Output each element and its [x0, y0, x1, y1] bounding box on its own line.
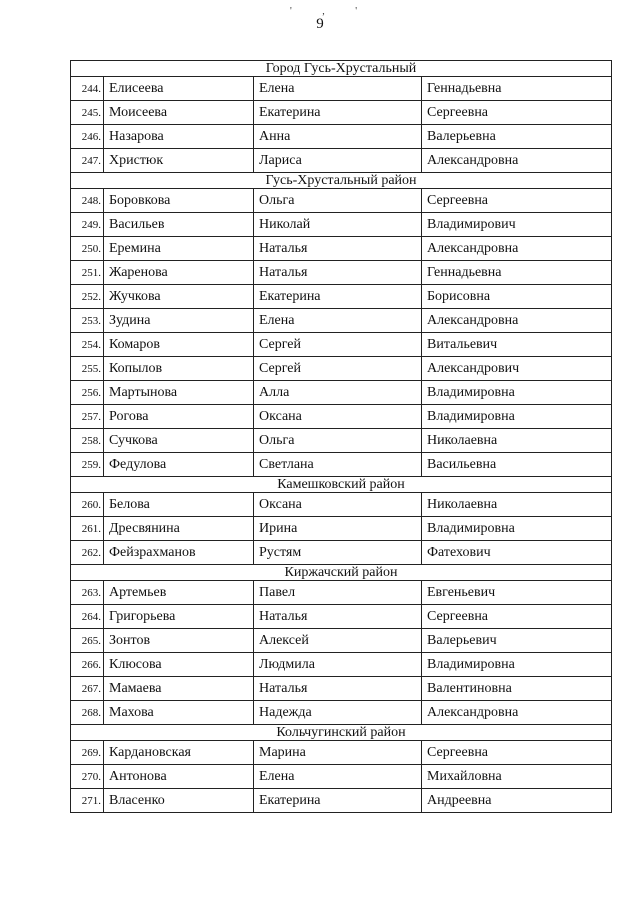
patronymic-cell: Витальевич	[422, 333, 612, 357]
table-row	[71, 381, 612, 405]
roster-table	[70, 60, 612, 813]
patronymic-cell: Михайловна	[422, 765, 612, 789]
section-header-row	[71, 173, 612, 189]
patronymic-cell: Владимировна	[422, 517, 612, 541]
row-number: 251.	[71, 261, 104, 285]
row-number: 269.	[71, 741, 104, 765]
surname-cell: Фейзрахманов	[104, 541, 254, 565]
row-number: 252.	[71, 285, 104, 309]
table-row	[71, 517, 612, 541]
table-row	[71, 101, 612, 125]
surname-cell: Комаров	[104, 333, 254, 357]
patronymic-cell: Сергеевна	[422, 741, 612, 765]
table-row	[71, 701, 612, 725]
surname-cell: Рогова	[104, 405, 254, 429]
first-name-cell: Екатерина	[254, 101, 422, 125]
table-row	[71, 285, 612, 309]
table-row	[71, 429, 612, 453]
table-row	[71, 677, 612, 701]
first-name-cell: Наталья	[254, 237, 422, 261]
row-number: 257.	[71, 405, 104, 429]
section-header-row	[71, 725, 612, 741]
table-row	[71, 493, 612, 517]
first-name-cell: Марина	[254, 741, 422, 765]
row-number: 244.	[71, 77, 104, 101]
surname-cell: Жучкова	[104, 285, 254, 309]
first-name-cell: Елена	[254, 309, 422, 333]
first-name-cell: Ирина	[254, 517, 422, 541]
surname-cell: Артемьев	[104, 581, 254, 605]
patronymic-cell: Владимирович	[422, 213, 612, 237]
section-title: Камешковский район	[71, 477, 612, 493]
patronymic-cell: Геннадьевна	[422, 261, 612, 285]
first-name-cell: Ольга	[254, 429, 422, 453]
table-row	[71, 357, 612, 381]
patronymic-cell: Евгеньевич	[422, 581, 612, 605]
first-name-cell: Наталья	[254, 261, 422, 285]
row-number: 256.	[71, 381, 104, 405]
surname-cell: Васильев	[104, 213, 254, 237]
section-header-row	[71, 61, 612, 77]
first-name-cell: Оксана	[254, 493, 422, 517]
surname-cell: Антонова	[104, 765, 254, 789]
patronymic-cell: Николаевна	[422, 429, 612, 453]
table-row	[71, 581, 612, 605]
surname-cell: Христюк	[104, 149, 254, 173]
patronymic-cell: Александровна	[422, 309, 612, 333]
first-name-cell: Николай	[254, 213, 422, 237]
section-header-row	[71, 477, 612, 493]
patronymic-cell: Геннадьевна	[422, 77, 612, 101]
patronymic-cell: Сергеевна	[422, 605, 612, 629]
section-title: Киржачский район	[71, 565, 612, 581]
surname-cell: Белова	[104, 493, 254, 517]
surname-cell: Федулова	[104, 453, 254, 477]
page-number: 9	[316, 16, 324, 32]
first-name-cell: Лариса	[254, 149, 422, 173]
table-row	[71, 237, 612, 261]
patronymic-cell: Сергеевна	[422, 101, 612, 125]
table-row	[71, 765, 612, 789]
table-row	[71, 189, 612, 213]
row-number: 249.	[71, 213, 104, 237]
surname-cell: Еремина	[104, 237, 254, 261]
table-row	[71, 77, 612, 101]
first-name-cell: Сергей	[254, 333, 422, 357]
row-number: 254.	[71, 333, 104, 357]
surname-cell: Моисеева	[104, 101, 254, 125]
patronymic-cell: Александрович	[422, 357, 612, 381]
surname-cell: Сучкова	[104, 429, 254, 453]
roster-body	[71, 61, 612, 813]
surname-cell: Зонтов	[104, 629, 254, 653]
section-title: Кольчугинский район	[71, 725, 612, 741]
patronymic-cell: Сергеевна	[422, 189, 612, 213]
patronymic-cell: Александровна	[422, 701, 612, 725]
patronymic-cell: Владимировна	[422, 653, 612, 677]
row-number: 266.	[71, 653, 104, 677]
patronymic-cell: Андреевна	[422, 789, 612, 813]
patronymic-cell: Владимировна	[422, 381, 612, 405]
patronymic-cell: Николаевна	[422, 493, 612, 517]
surname-cell: Копылов	[104, 357, 254, 381]
first-name-cell: Рустям	[254, 541, 422, 565]
table-row	[71, 261, 612, 285]
table-row	[71, 789, 612, 813]
first-name-cell: Наталья	[254, 605, 422, 629]
section-header-row	[71, 565, 612, 581]
first-name-cell: Алексей	[254, 629, 422, 653]
first-name-cell: Надежда	[254, 701, 422, 725]
table-row	[71, 405, 612, 429]
table-row	[71, 453, 612, 477]
table-row	[71, 653, 612, 677]
row-number: 260.	[71, 493, 104, 517]
row-number: 270.	[71, 765, 104, 789]
first-name-cell: Сергей	[254, 357, 422, 381]
row-number: 248.	[71, 189, 104, 213]
patronymic-cell: Александровна	[422, 149, 612, 173]
surname-cell: Мамаева	[104, 677, 254, 701]
row-number: 250.	[71, 237, 104, 261]
patronymic-cell: Валентиновна	[422, 677, 612, 701]
row-number: 259.	[71, 453, 104, 477]
patronymic-cell: Фатехович	[422, 541, 612, 565]
first-name-cell: Анна	[254, 125, 422, 149]
first-name-cell: Ольга	[254, 189, 422, 213]
table-row	[71, 541, 612, 565]
first-name-cell: Екатерина	[254, 285, 422, 309]
surname-cell: Назарова	[104, 125, 254, 149]
row-number: 268.	[71, 701, 104, 725]
surname-cell: Елисеева	[104, 77, 254, 101]
row-number: 271.	[71, 789, 104, 813]
surname-cell: Власенко	[104, 789, 254, 813]
table-row	[71, 309, 612, 333]
table-row	[71, 333, 612, 357]
table-row	[71, 605, 612, 629]
first-name-cell: Людмила	[254, 653, 422, 677]
row-number: 255.	[71, 357, 104, 381]
surname-cell: Мартынова	[104, 381, 254, 405]
patronymic-cell: Васильевна	[422, 453, 612, 477]
surname-cell: Жаренова	[104, 261, 254, 285]
surname-cell: Махова	[104, 701, 254, 725]
first-name-cell: Елена	[254, 77, 422, 101]
first-name-cell: Елена	[254, 765, 422, 789]
first-name-cell: Екатерина	[254, 789, 422, 813]
first-name-cell: Алла	[254, 381, 422, 405]
row-number: 245.	[71, 101, 104, 125]
first-name-cell: Наталья	[254, 677, 422, 701]
patronymic-cell: Владимировна	[422, 405, 612, 429]
patronymic-cell: Борисовна	[422, 285, 612, 309]
row-number: 253.	[71, 309, 104, 333]
table-row	[71, 629, 612, 653]
surname-cell: Григорьева	[104, 605, 254, 629]
patronymic-cell: Валерьевич	[422, 629, 612, 653]
first-name-cell: Оксана	[254, 405, 422, 429]
row-number: 261.	[71, 517, 104, 541]
row-number: 263.	[71, 581, 104, 605]
surname-cell: Боровкова	[104, 189, 254, 213]
row-number: 267.	[71, 677, 104, 701]
table-row	[71, 213, 612, 237]
table-row	[71, 149, 612, 173]
surname-cell: Дресвянина	[104, 517, 254, 541]
first-name-cell: Павел	[254, 581, 422, 605]
patronymic-cell: Валерьевна	[422, 125, 612, 149]
table-row	[71, 741, 612, 765]
surname-cell: Клюсова	[104, 653, 254, 677]
row-number: 262.	[71, 541, 104, 565]
surname-cell: Зудина	[104, 309, 254, 333]
row-number: 246.	[71, 125, 104, 149]
scan-marks: ' , '	[290, 6, 372, 17]
patronymic-cell: Александровна	[422, 237, 612, 261]
section-title: Город Гусь-Хрустальный	[71, 61, 612, 77]
first-name-cell: Светлана	[254, 453, 422, 477]
row-number: 247.	[71, 149, 104, 173]
section-title: Гусь-Хрустальный район	[71, 173, 612, 189]
row-number: 265.	[71, 629, 104, 653]
row-number: 258.	[71, 429, 104, 453]
row-number: 264.	[71, 605, 104, 629]
surname-cell: Кардановская	[104, 741, 254, 765]
table-row	[71, 125, 612, 149]
